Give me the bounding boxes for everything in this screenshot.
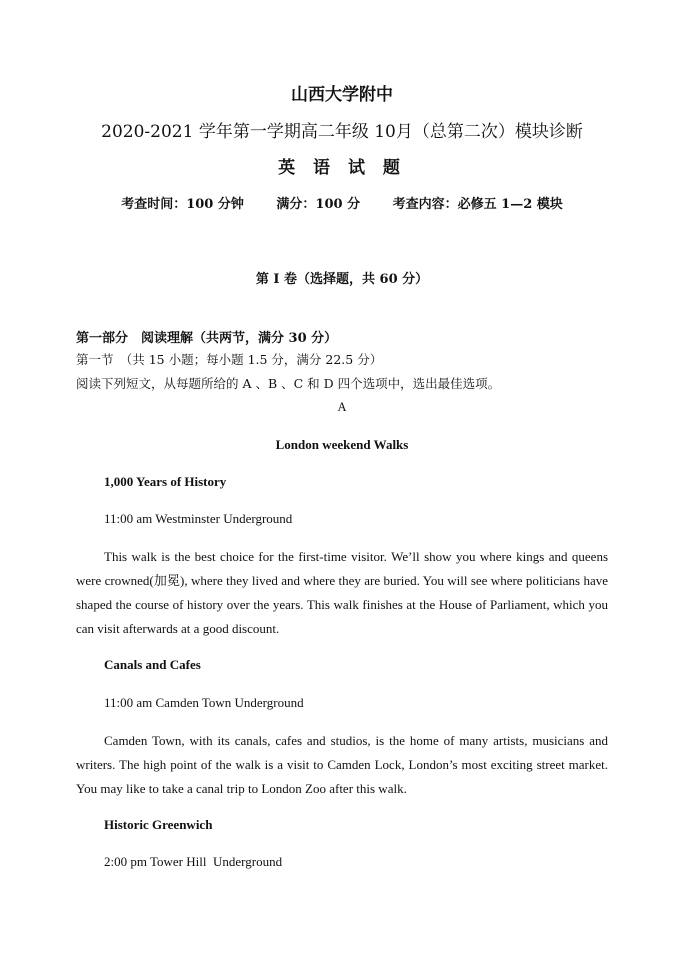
- section-heading: 第一节 （共 15 小题；每小题 1.5 分，满分 22.5 分）: [76, 352, 383, 367]
- walk-time-place: 11:00 am Camden Town Underground: [104, 695, 304, 710]
- exam-meta: [0, 193, 684, 212]
- passage-letter: A: [337, 400, 347, 414]
- walk-description: Camden Town, with its canals, cafes and studios, is the home of many artists, musicians and writers. The high point of the walk is a visit to Camden Lock, London’s most exciting street market. You may like to take a canal trip to London Zoo after this walk.: [76, 733, 608, 796]
- walk-title: 1,000 Years of History: [104, 474, 227, 489]
- walk-title: Historic Greenwich: [104, 817, 213, 832]
- exam-title: 2020-2021 学年第一学期高二年级 10月（总第二次）模块诊断: [101, 122, 583, 142]
- exam-content: 考查内容：必修五 1—2 模块: [392, 197, 563, 212]
- exam-score: 满分：100 分: [276, 197, 361, 212]
- walk-description: This walk is the best choice for the first-time visitor. We’ll show you where kings and queens were crowned(加冕), where they lived and where they are buried. You will see where politicians have shaped the course of history over the years. This walk finishes at the House of Parliament, which you can visit afterwards at a good discount.: [76, 549, 608, 636]
- walk-time-place: 11:00 am Westminster Underground: [104, 511, 293, 526]
- walk-title: Canals and Cafes: [104, 657, 201, 672]
- school-name: 山西大学附中: [291, 85, 393, 105]
- passage-title: London weekend Walks: [275, 437, 409, 452]
- volume-heading: 第 I 卷（选择题，共 60 分）: [255, 272, 429, 287]
- walk-time-place: 2:00 pm Tower Hill Underground: [104, 854, 283, 869]
- exam-time: 考查时间：100 分钟: [121, 197, 244, 212]
- instructions: 阅读下列短文，从每题所给的 A 、B 、C 和 D 四个选项中，选出最佳选项。: [76, 376, 501, 391]
- subject-title: 英 语 试 题: [278, 158, 406, 178]
- part-heading: 第一部分 阅读理解（共两节，满分 30 分）: [76, 331, 338, 346]
